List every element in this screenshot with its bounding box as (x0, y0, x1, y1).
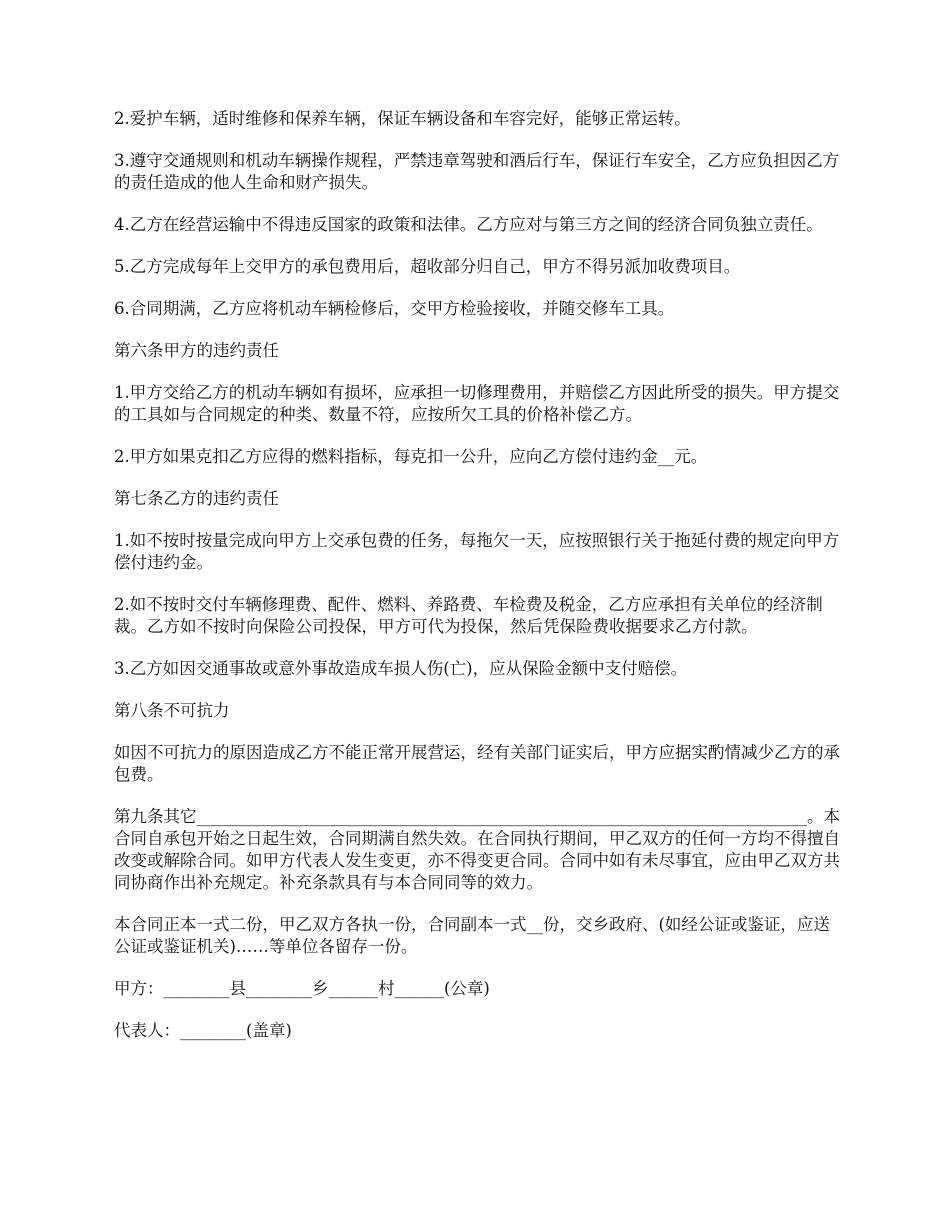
clause-other-terms: 第九条其它__________________________________________________________________________。本合同自承包开始之日起生效，合同期满自然失效。在合同执行期间，甲乙双方的任何一方均不得擅自改变或解除合同。如甲方代表人发生变更，亦不得变更合同。合同中如有未尽事宜，应由甲乙双方共同协商作出补充规定。补充条款具有与本合同同等的效力。 (114, 807, 840, 892)
signature-party-a: 甲方：________县________乡______村______(公章) (114, 979, 490, 998)
section-heading-party-a-liability: 第六条甲方的违约责任 (114, 341, 279, 360)
section-heading-party-b-liability: 第七条乙方的违约责任 (114, 489, 279, 508)
clause-force-majeure: 如因不可抗力的原因造成乙方不能正常开展营运，经有关部门证实后，甲方应据实酌情减少乙方的承包费。 (114, 743, 840, 784)
clause-copies: 本合同正本一式二份，甲乙双方各执一份，合同副本一式__份，交乡政府、(如经公证或鉴证，应送公证或鉴证机关)……等单位各留存一份。 (114, 915, 830, 956)
document-body (114, 108, 840, 1062)
clause-vehicle-maintenance: 2.爱护车辆，适时维修和保养车辆，保证车辆设备和车容完好，能够正常运转。 (114, 109, 691, 128)
clause-contract-expiry: 6.合同期满，乙方应将机动车辆检修后，交甲方检验接收，并随交修车工具。 (114, 299, 675, 318)
clause-traffic-rules: 3.遵守交通规则和机动车辆操作规程，严禁违章驾驶和酒后行车，保证行车安全，乙方应负担因乙方的责任造成的他人生命和财产损失。 (114, 151, 840, 192)
clause-excess-income: 5.乙方完成每年上交甲方的承包费用后，超收部分归自己，甲方不得另派加收费项目。 (114, 257, 741, 276)
clause-party-b-accident: 3.乙方如因交通事故或意外事故造成车损人伤(亡)，应从保险金额中支付赔偿。 (114, 659, 688, 678)
clause-party-b-fees: 2.如不按时交付车辆修理费、配件、燃料、养路费、车检费及税金，乙方应承担有关单位的经济制裁。乙方如不按时向保险公司投保，甲方可代为投保，然后凭保险费收据要求乙方付款。 (114, 595, 823, 636)
clause-party-b-late-payment: 1.如不按时按量完成向甲方上交承包费的任务，每拖欠一天，应按照银行关于拖延付费的规定向甲方偿付违约金。 (114, 531, 840, 572)
clause-legal-compliance: 4.乙方在经营运输中不得违反国家的政策和法律。乙方应对与第三方之间的经济合同负独立责任。 (114, 215, 823, 234)
clause-party-a-damage: 1.甲方交给乙方的机动车辆如有损坏，应承担一切修理费用，并赔偿乙方因此所受的损失。甲方提交的工具如与合同规定的种类、数量不符，应按所欠工具的价格补偿乙方。 (114, 383, 840, 424)
signature-representative: 代表人：________(盖章) (114, 1021, 292, 1040)
clause-party-a-fuel: 2.甲方如果克扣乙方应得的燃料指标，每克扣一公升，应向乙方偿付违约金__元。 (114, 447, 708, 466)
section-heading-force-majeure: 第八条不可抗力 (114, 701, 230, 720)
